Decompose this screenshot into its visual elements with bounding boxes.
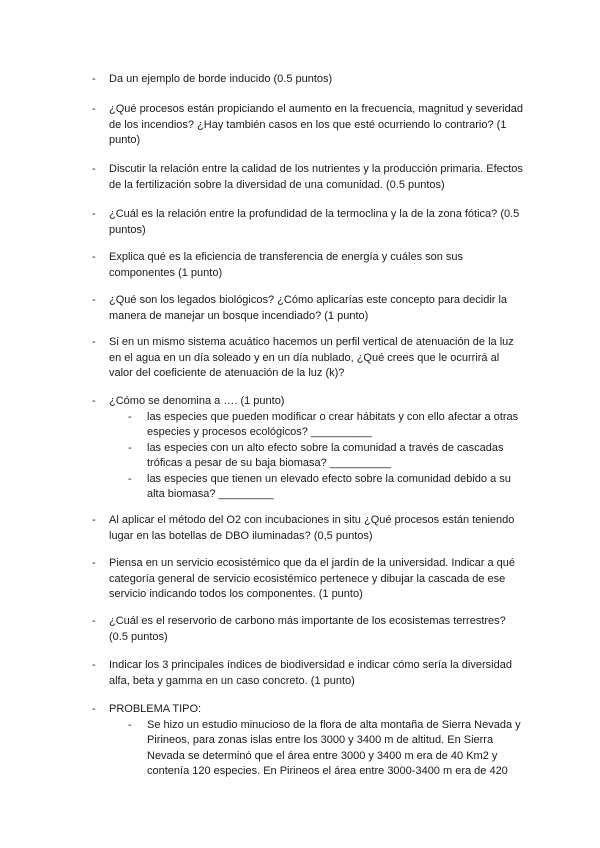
list-dash: -: [92, 163, 96, 175]
question-line: ¿Cuál es la relación entre la profundidad de la termoclina y la de la zona fótica? (0.5: [109, 208, 520, 220]
question-line: servicio indicando todos los componentes. (1 punto): [109, 588, 363, 600]
sub-item-line: contenía 120 especies. En Pirineos el área entre 3000-3400 m era de 420: [147, 765, 508, 777]
question-line: Piensa en un servicio ecosistémico que da el jardín de la universidad. Indicar a qué: [109, 557, 516, 569]
list-dash: -: [92, 615, 96, 627]
sub-item: [128, 441, 532, 472]
list-dash: -: [92, 659, 96, 671]
question-text: [109, 72, 532, 88]
question-line: punto): [109, 134, 141, 146]
question-text: [109, 614, 532, 645]
question-line: componentes (1 punto): [109, 266, 223, 279]
list-dash: -: [92, 294, 96, 306]
sub-item-line: Pirineos, para zonas islas entre los 3000 y 3400 m de altitud. En Sierra: [147, 734, 494, 746]
question-line: Discutir la relación entre la calidad de los nutrientes y la producción primaria. Efectos: [109, 163, 523, 175]
list-dash: -: [92, 208, 96, 220]
question-line: (0.5 puntos): [109, 630, 168, 643]
question-text: [109, 394, 532, 410]
question-line: puntos): [109, 223, 146, 236]
question-line: Indicar los 3 principales índices de biodiversidad e indicar cómo sería la diversidad: [109, 659, 512, 671]
question-item: [92, 207, 532, 238]
question-line: de los incendios? ¿Hay también casos en los que esté ocurriendo lo contrario? (1: [109, 118, 507, 131]
question-line: valor del coeficiente de atenuación de la luz (k)?: [109, 367, 345, 379]
question-text: [109, 658, 532, 689]
list-dash: -: [92, 557, 96, 569]
sub-item-line: las especies que pueden modificar o crear hábitats y con ello afectar a otras: [147, 410, 519, 423]
sub-item-line: las especies con un alto efecto sobre la comunidad a través de cascadas: [147, 441, 504, 454]
question-line: Si en un mismo sistema acuático hacemos un perfil vertical de atenuación de la luz: [109, 336, 514, 348]
question-text: [109, 250, 532, 281]
question-line: lugar en las botellas de DBO iluminadas? (0,5 puntos): [109, 529, 373, 542]
question-text: [109, 702, 532, 718]
sub-item-text: [147, 718, 532, 780]
sub-item: [128, 410, 532, 441]
question-item: [92, 513, 532, 544]
question-text: [109, 335, 532, 382]
list-dash: -: [92, 514, 96, 526]
question-line: alfa, beta y gamma en un caso concreto. (1 punto): [109, 674, 355, 687]
list-dash: -: [92, 703, 96, 715]
question-item: [92, 658, 532, 689]
question-text: [109, 207, 532, 238]
question-text: [109, 102, 532, 149]
sub-item: [128, 718, 532, 780]
question-item: [92, 102, 532, 149]
sub-item-line: las especies que tienen un elevado efecto sobre la comunidad debido a su: [147, 472, 511, 485]
question-item: [92, 556, 532, 603]
list-dash: -: [92, 336, 96, 348]
question-item: [92, 293, 532, 324]
question-line: PROBLEMA TIPO:: [109, 703, 202, 715]
question-line: ¿Qué son los legados biológicos? ¿Cómo aplicarías este concepto para decidir la: [109, 294, 508, 306]
list-dash: -: [92, 73, 96, 85]
sub-item-line: especies y procesos ecológicos? __________: [147, 426, 373, 438]
question-text: [109, 162, 532, 193]
question-item: [92, 614, 532, 645]
question-item: [92, 335, 532, 382]
question-item: [92, 72, 532, 88]
question-item: [92, 702, 532, 780]
list-dash: -: [92, 103, 96, 115]
question-item: [92, 394, 532, 503]
question-item: [92, 250, 532, 281]
question-line: de la fertilización sobre la diversidad de una comunidad. (0.5 puntos): [109, 178, 445, 191]
question-line: categoría general de servicio ecosistémico pertenece y dibujar la cascada de ese: [109, 572, 506, 585]
question-text: [109, 293, 532, 324]
sub-item-line: alta biomasa? _________: [147, 488, 274, 500]
question-line: manera de manejar un bosque incendiado? (1 punto): [109, 309, 369, 322]
question-line: Al aplicar el método del O2 con incubaciones in situ ¿Qué procesos están teniendo: [109, 514, 515, 526]
question-text: [109, 513, 532, 544]
sub-item-text: [147, 441, 532, 472]
question-line: Da un ejemplo de borde inducido (0.5 puntos): [109, 73, 333, 85]
sub-dash: -: [128, 718, 132, 731]
list-dash: -: [92, 251, 96, 263]
sub-item-text: [147, 472, 532, 503]
question-text: [109, 556, 532, 603]
question-line: en el agua en un día soleado y en un día nublado, ¿Qué crees que le ocurrirá al: [109, 351, 500, 364]
sub-item-line: Se hizo un estudio minucioso de la flora de alta montaña de Sierra Nevada y: [147, 718, 521, 731]
list-dash: -: [92, 395, 96, 407]
question-line: Explica qué es la eficiencia de transferencia de energía y cuáles son sus: [109, 251, 464, 263]
sub-dash: -: [128, 472, 132, 485]
sub-dash: -: [128, 410, 132, 423]
question-line: ¿Cómo se denomina a …. (1 punto): [109, 395, 285, 407]
sub-dash: -: [128, 441, 132, 454]
question-line: ¿Qué procesos están propiciando el aumento en la frecuencia, magnitud y severidad: [109, 103, 523, 115]
sub-item-line: Nevada se determinó que el área entre 3000 y 3400 m era de 40 Km2 y: [147, 749, 498, 762]
sub-item-line: tróficas a pesar de su baja biomasa? __________: [147, 457, 392, 469]
question-item: [92, 162, 532, 193]
question-line: ¿Cuál es el reservorio de carbono más importante de los ecosistemas terrestres?: [109, 615, 506, 627]
sub-item-text: [147, 410, 532, 441]
sub-item: [128, 472, 532, 503]
